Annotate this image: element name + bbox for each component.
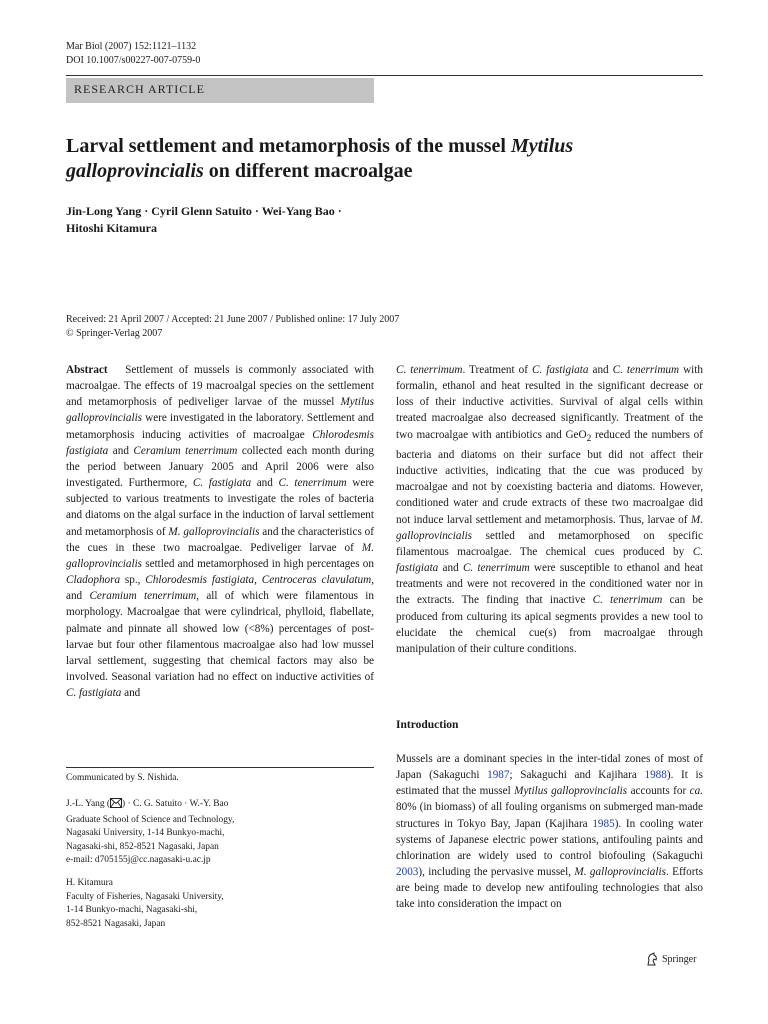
affiliation-line: Nagasaki-shi, 852-8521 Nagasaki, Japan [66,841,219,852]
publisher-logo [645,952,696,966]
communicated-by: Communicated by S. Nishida. [66,773,179,783]
citation-link[interactable]: 2003 [396,866,419,879]
affiliation-line: 1-14 Bunkyo-machi, Nagasaki-shi, [66,905,198,915]
affiliation-line: 852-8521 Nagasaki, Japan [66,918,166,929]
received-dates: Received: 21 April 2007 / Accepted: 21 June 2007 / Published online: 17 July 2007 [66,314,400,325]
affiliation-line: Faculty of Fisheries, Nagasaki University, [66,891,224,902]
journal-citation: Mar Biol (2007) 152:1121–1132 [66,41,197,52]
article-type-banner: RESEARCH ARTICLE [66,78,374,103]
abstract-left-column: Abstract Settlement of mussels is commonly associated with macroalgae. The effects of 19 macroalgal species on the settlement and metamorphosis of pediveliger larvae of the mussel Mytilus galloprovincialis were investigated in the laboratory. Settlement and metamorphosis inducing activities of macroalgae Chlorodesmis fastigiata and Ceramium tenerrimum collected each month during the period between January 2005 and April 2006 were also investigated. Furthermore, C. fastigiata and C. tenerrimum were subjected to various treatments to investigate the roles of bacteria and diatoms on the algal surface in the induction of larval settlement and metamorphosis of M. galloprovincialis and the characteristics of the cues in these two macroalgae. Pediveliger larvae of M. galloprovincialis settled and metamorphosed in high percentages on Cladophora sp., Chlorodesmis fastigiata, Centroceras clavulatum, and Ceramium tenerrimum, all of which were filamentous in morphology. Macroalgae that were cylindrical, phylloid, flabellate, palmate and pinnate all showed low (<8%) percentages of post-larvae but four other filamentous macroalgae also had low mussel larval settlement, suggesting that chemical factors may also be involved. Seasonal variation had no effect on inductive activities of C. fastigiata and [66,364,375,700]
copyright: © Springer-Verlag 2007 [66,328,163,339]
affiliation-line: Graduate School of Science and Technology, [66,814,235,825]
affiliation-line: Nagasaki University, 1-14 Bunkyo-machi, [66,828,225,838]
article-dates [66,313,586,341]
email-link[interactable]: e-mail: d705155j@cc.nagasaki-u.ac.jp [66,855,211,865]
springer-horse-icon [645,952,659,966]
footnote-rule [66,767,374,768]
header-rule [66,75,703,76]
citation-link[interactable]: 1985 [592,817,615,830]
author-line: Jin-Long Yang · Cyril Glenn Satuito · Wei-Yang Bao · [66,204,342,218]
abstract-heading: Abstract [66,364,108,376]
journal-header [66,40,200,68]
introduction-body: Mussels are a dominant species in the inter-tidal zones of most of Japan (Sakaguchi 1987; Sakaguchi and Kajihara 1988). It is estimated that the mussel Mytilus galloprovincialis accounts for ca. 80% (in biomass) of all fouling organisms on submerged man-made structures in Tokyo Bay, Japan (Kajihara 1985). In cooling water systems of Japanese electric power stations, antifouling paints and chlorination are widely used to control biofouling (Sakaguchi 2003), including the pervasive mussel, M. galloprovincialis. Efforts are being made to develop new antifouling technologies that also take into consideration the impact on [396,753,703,911]
envelope-icon[interactable] [110,798,122,814]
abstract-right-column: C. tenerrimum. Treatment of C. fastigiata and C. tenerrimum with formalin, ethanol and heat resulted in the significant decrease or loss of their inductive activities. Survival of algal cells within treated macroalgae also decreased significantly. Treatment of the two macroalgae with antibiotics and GeO$_2$ reduced the numbers of bacteria and diatoms on their surface but did not affect their inductive activities, indicating that the cue was produced by macroalgae and not by coexisting bacteria and diatoms. However, conditioned water and crude extracts of these two macroalgae did not induce larval settlement and metamorphosis. Thus, larvae of M. galloprovincialis settled and metamorphosed on specific filamentous macroalgae. The chemical cues produced by C. fastigiata and C. tenerrimum were susceptible to ethanol and heat treatments and were not recovered in the conditioned water nor in the extracts. The finding that inactive C. tenerrimum can be produced from culturing its apical segments provides a new tool to elucidate the chemical cue(s) from macroalgae through manipulation of their culture conditions. [396,364,703,655]
citation-link[interactable]: 1987 [487,769,510,782]
affiliation-2 [66,877,374,931]
journal-doi: DOI 10.1007/s00227-007-0759-0 [66,55,201,66]
citation-link[interactable]: 1988 [644,769,667,782]
affiliation-1 [66,798,374,868]
article-title: Larval settlement and metamorphosis of the mussel Mytilus galloprovincialis on different macroalgae [66,135,574,182]
affiliation-names: J.-L. Yang ( ) · C. G. Satuito · W.-Y. Bao [66,798,374,814]
author-list [66,203,466,237]
publisher-name: Springer [662,953,697,965]
affiliation-line: H. Kitamura [66,878,113,888]
author-line: Hitoshi Kitamura [66,221,158,235]
introduction-heading: Introduction [396,719,459,731]
